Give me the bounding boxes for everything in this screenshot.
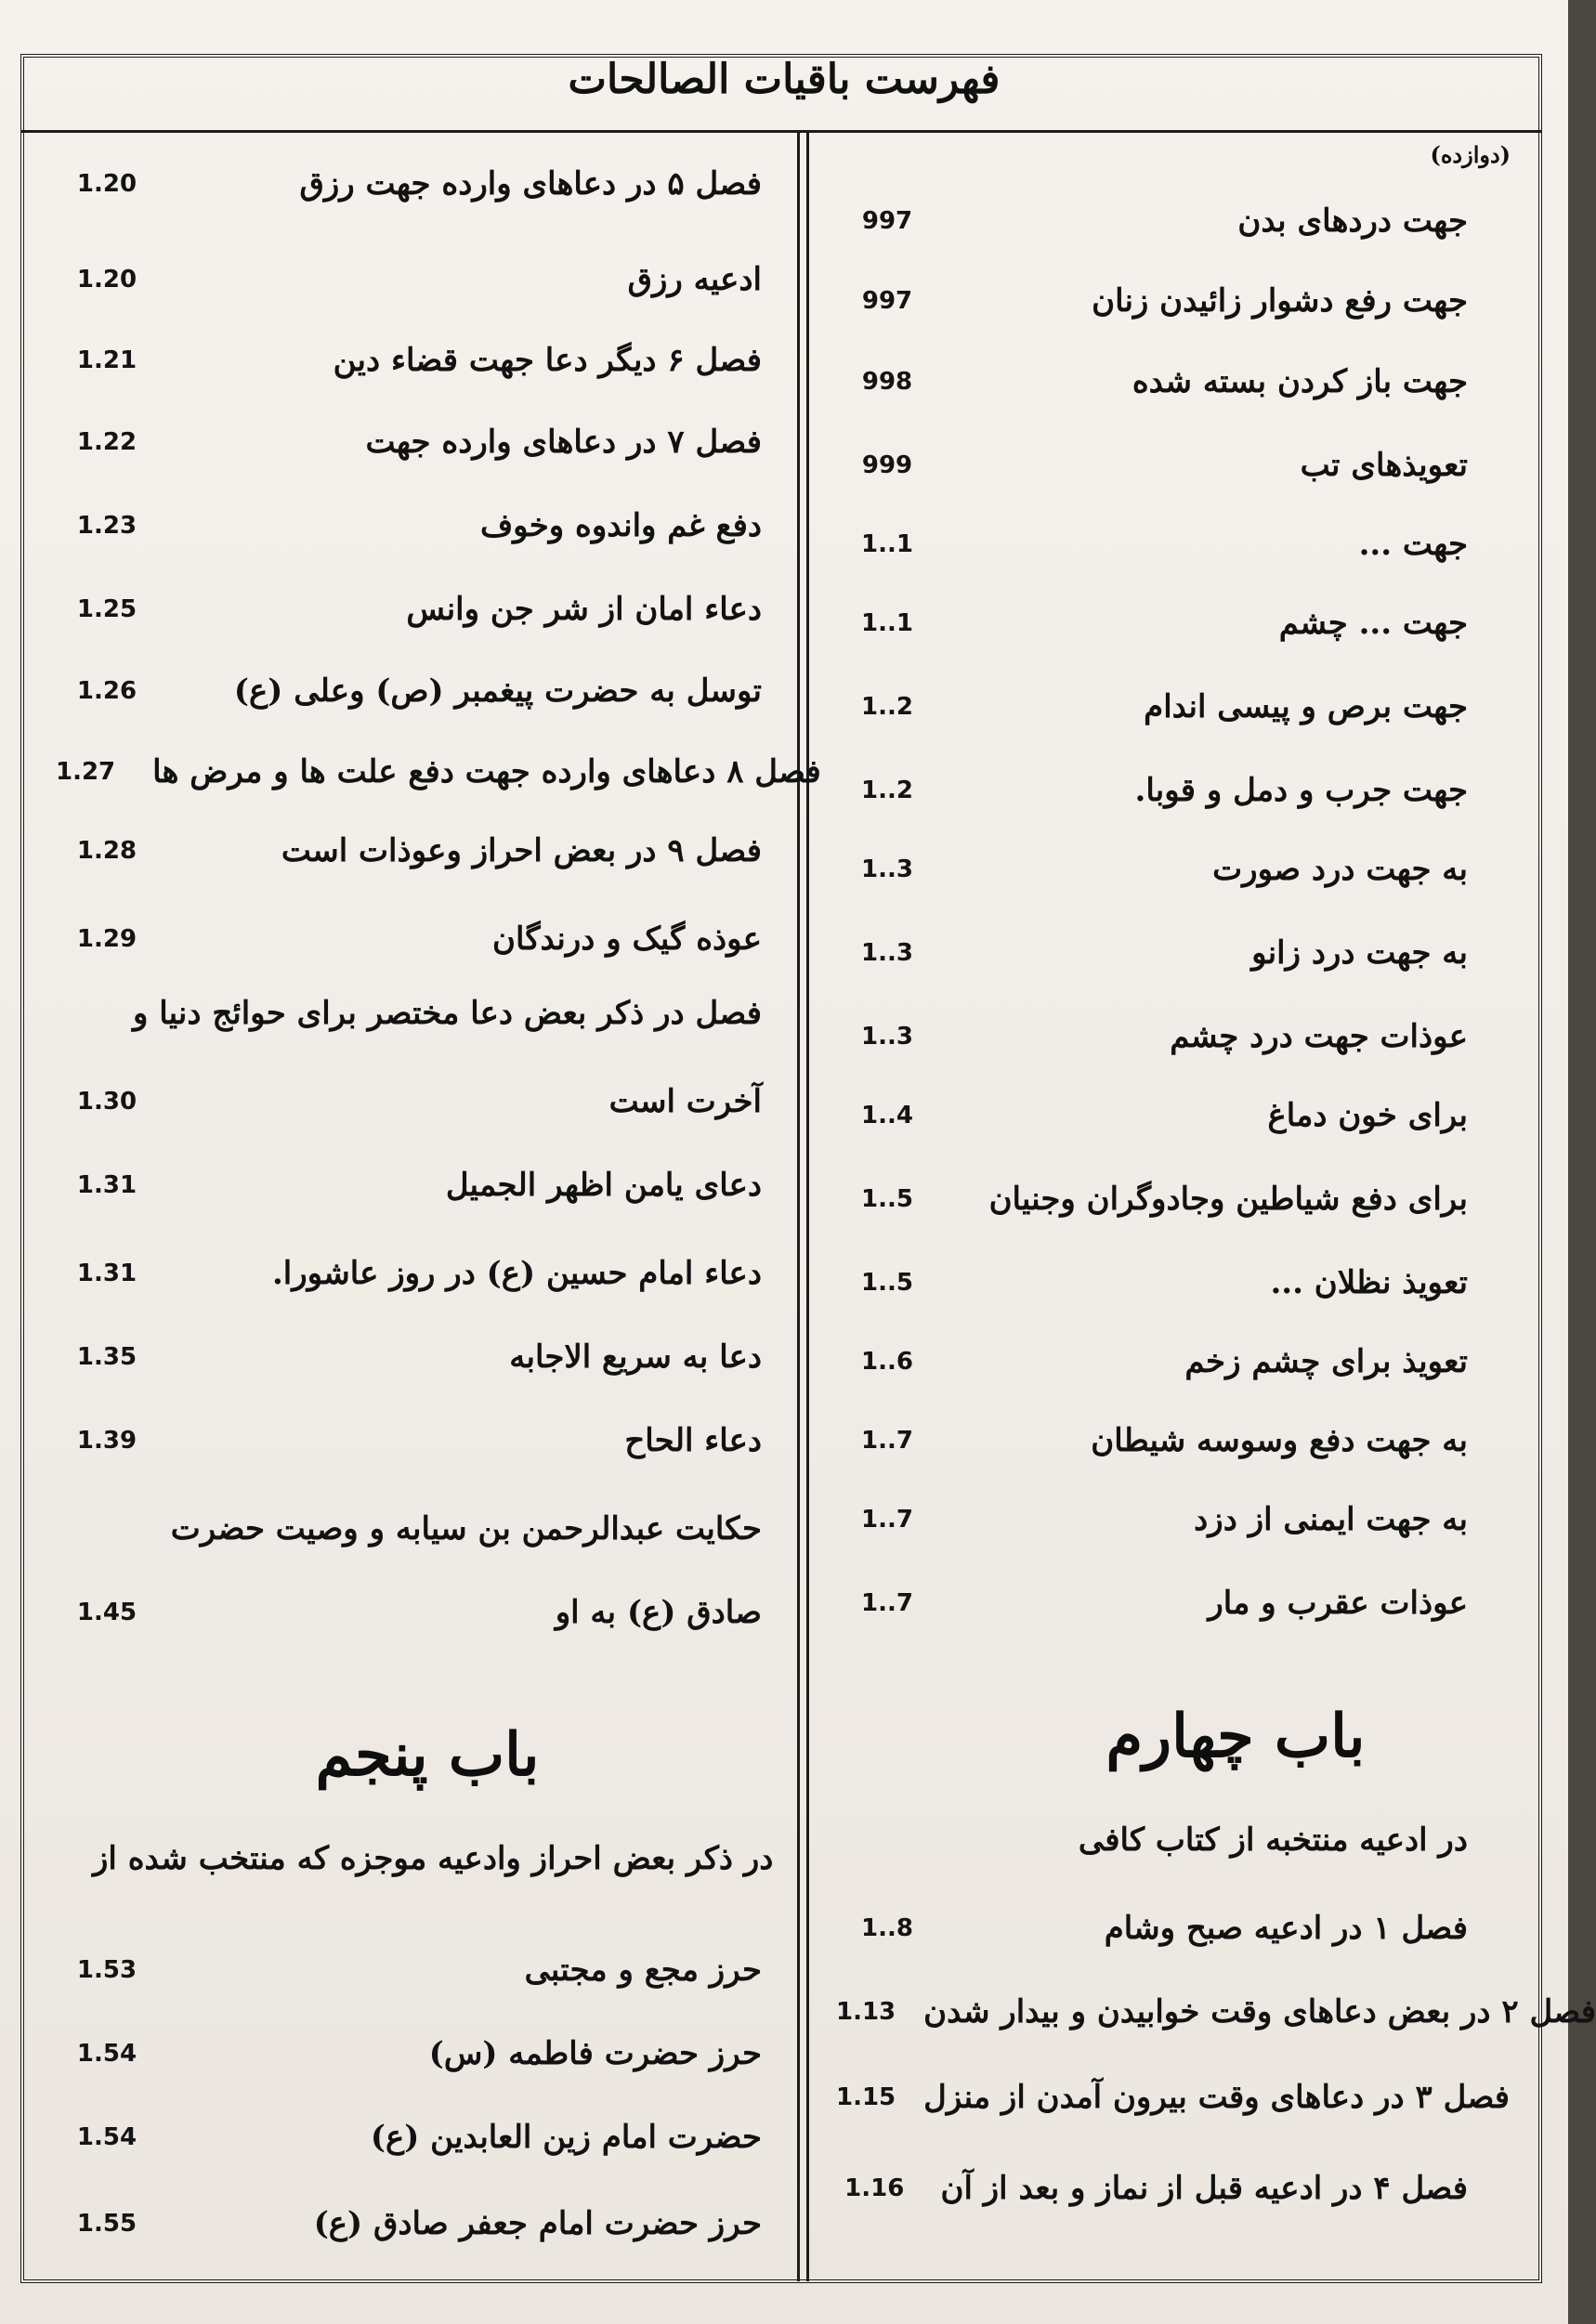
toc-entry [836,845,1468,894]
toc-entry [56,667,762,715]
toc-page-number: 1..8 [861,1914,913,1942]
column-divider [806,130,809,2281]
toc-entry [56,2200,762,2248]
toc-page-number: 1.28 [76,837,137,865]
toc-entry-text: فصل در ذکر بعض دعا مختصر برای حوائج دنیا و [133,995,762,1032]
toc-entry-text: جهت برص و پیسی اندام [1144,688,1468,725]
toc-entry-text: به جهت دفع وسوسه شیطان [1091,1422,1468,1459]
toc-entry [56,1505,762,1553]
toc-entry-text: فصل ۱ در ادعیه صبح وشام [1104,1910,1468,1947]
toc-entry-text: حکایت عبدالرحمن بن سیابه و وصیت حضرت [170,1510,762,1547]
toc-entry [836,1579,1468,1627]
toc-entry [56,160,762,208]
toc-entry-text: فصل ۹ در بعض احراز وعوذات است [281,832,762,869]
toc-entry-text: عوذات عقرب و مار [1208,1585,1468,1622]
toc-entry-text: فصل ۸ دعاهای وارده جهت دفع علت ها و مرض ها [152,753,821,790]
toc-page-number: 1..3 [861,1023,913,1051]
toc-entry [836,1495,1468,1544]
toc-entry [56,585,762,633]
toc-entry [836,1175,1468,1223]
toc-entry [56,418,762,466]
toc-page-number: 1.53 [76,1956,137,1984]
toc-entry [56,915,762,963]
toc-entry-text: حرز حضرت امام جعفر صادق (ع) [313,2205,762,2242]
toc-page-number: 1..4 [861,1102,913,1129]
toc-page-number: 1..7 [861,1589,913,1617]
toc-entry [836,197,1468,245]
toc-entry-text: در ادعیه منتخبه از کتاب کافی [1078,1821,1468,1859]
toc-entry [836,1417,1468,1465]
toc-entry [56,827,762,875]
toc-entry [836,441,1468,490]
toc-page-number: 1.23 [76,512,137,540]
toc-page-number: 1.25 [76,595,137,623]
toc-page-number: 1.54 [76,2123,137,2151]
toc-page-number: 1..1 [861,609,913,637]
toc-page-number: 1.27 [56,758,116,786]
toc-entry-text: فصل ۲ در بعض دعاهای وقت خوابیدن و بیدار شدن [923,1993,1596,2030]
toc-entry-text: به جهت درد زانو [1251,934,1468,972]
toc-entry [56,1588,762,1637]
toc-entry-text: دفع غم واندوه وخوف [479,507,762,544]
toc-page-number: 1..7 [861,1506,913,1534]
toc-page-number: 1.26 [76,677,137,705]
toc-page-number: 1.54 [76,2040,137,2068]
page-title: فهرست باقیات الصالحات [568,56,1001,103]
toc-entry-text: جهت ... [1358,526,1468,563]
toc-entry [56,1249,762,1298]
toc-page-number: 1.39 [76,1427,137,1455]
toc-entry [56,1077,762,1126]
title-divider [20,130,1542,133]
toc-entry-text: جهت ... چشم [1278,605,1468,642]
toc-page-number: 1.22 [76,428,137,456]
toc-entry [56,1161,762,1209]
toc-page-number: 997 [861,207,913,235]
section-heading: باب چهارم [1105,1702,1366,1771]
toc-entry [836,1259,1468,1307]
toc-entry [56,255,762,304]
toc-entry [836,277,1468,325]
toc-entry-text: جهت باز کردن بسته شده [1132,363,1468,400]
toc-entry [56,336,762,385]
toc-entry [56,2030,762,2078]
toc-entry [56,989,762,1038]
toc-page-number: 1.20 [76,266,137,294]
toc-entry-text: برای دفع شیاطین وجادوگران وجنیان [988,1181,1468,1218]
toc-page-number: 1..1 [861,530,913,558]
toc-entry-text: در ذکر بعض احراز وادعیه موجزه که منتخب شده از [93,1840,774,1877]
toc-entry-text: تعویذهای تب [1300,447,1468,484]
toc-entry [56,502,762,550]
toc-entry-text: فصل ۷ در دعاهای وارده جهت [365,424,762,461]
toc-entry-text: جهت جرب و دمل و قوبا. [1134,772,1468,809]
toc-entry-text: برای خون دماغ [1267,1097,1468,1134]
toc-entry-text: دعا به سریع الاجابه [509,1338,762,1376]
toc-entry [836,599,1468,647]
page-number-label: (دوازده) [1430,141,1511,168]
toc-page-number: 1.29 [76,925,137,953]
toc-entry [836,683,1468,731]
toc-entry [836,929,1468,977]
toc-entry [56,1946,762,1994]
toc-entry-text: فصل ۵ در دعاهای وارده جهت رزق [299,165,762,202]
toc-entry [836,1012,1468,1061]
toc-page-number: 1.55 [76,2210,137,2238]
toc-entry [836,1904,1468,1952]
toc-entry-text: تعویذ برای چشم زخم [1184,1343,1468,1380]
toc-entry [836,766,1468,815]
toc-page-number: 1.21 [76,346,137,374]
toc-entry-text: جهت دردهای بدن [1237,202,1468,240]
toc-entry-text: فصل ۴ در ادعیه قبل از نماز و بعد از آن [940,2170,1468,2207]
toc-entry [56,1333,762,1381]
toc-entry [836,1816,1468,1864]
toc-entry-text: به جهت ایمنی از دزد [1194,1501,1468,1538]
toc-entry-text: آخرت است [608,1083,762,1120]
toc-page-number: 999 [861,451,913,479]
toc-entry [836,1988,1596,2036]
toc-entry-text: حرز مجع و مجتبی [524,1952,762,1989]
toc-entry-text: صادق (ع) به او [555,1594,762,1631]
toc-page-number: 1..7 [861,1427,913,1455]
toc-page-number: 1.13 [836,1998,896,2026]
toc-entry [836,1338,1468,1386]
toc-page-number: 1..2 [861,693,913,721]
toc-entry [56,1417,762,1465]
toc-entry-text: دعای یامن اظهر الجمیل [445,1167,762,1204]
toc-page-number: 1..5 [861,1269,913,1297]
toc-entry-text: دعاء امان از شر جن وانس [406,591,762,628]
toc-page-number: 1.16 [844,2174,905,2202]
toc-entry [836,1091,1468,1140]
toc-entry [56,748,821,796]
toc-page-number: 998 [861,368,913,396]
toc-page-number: 1.31 [76,1171,137,1199]
toc-entry-text: عوذات جهت درد چشم [1170,1018,1468,1055]
toc-page-number: 1.15 [836,2083,896,2111]
toc-entry-text: ادعیه رزق [627,261,762,298]
toc-page-number: 1.35 [76,1343,137,1371]
toc-entry [836,520,1468,568]
toc-entry-text: حرز حضرت فاطمه (س) [428,2035,762,2072]
toc-entry-text: دعاء الحاح [624,1422,762,1459]
toc-entry-text: به جهت درد صورت [1212,851,1468,888]
toc-entry-text: دعاء امام حسین (ع) در روز عاشورا. [271,1255,762,1292]
toc-entry-text: توسل به حضرت پیغمبر (ص) وعلی (ع) [233,672,762,710]
toc-entry [56,2113,762,2161]
toc-page-number: 1.30 [76,1088,137,1116]
toc-entry-text: عوذه گیک و درندگان [492,920,762,958]
toc-entry [836,2073,1511,2122]
toc-entry-text: فصل ۶ دیگر دعا جهت قضاء دین [333,342,762,379]
toc-entry [56,1834,774,1883]
toc-page-number: 1..3 [861,939,913,967]
toc-page-number: 1..3 [861,855,913,883]
toc-page-number: 997 [861,287,913,315]
toc-page-number: 1..2 [861,777,913,804]
toc-entry [836,2164,1468,2213]
toc-page-number: 1..6 [861,1348,913,1376]
toc-page-number: 1.20 [76,170,137,198]
toc-entry-text: جهت رفع دشوار زائیدن زنان [1092,282,1468,320]
toc-page-number: 1.45 [76,1599,137,1626]
toc-entry-text: حضرت امام زین العابدین (ع) [370,2119,762,2156]
column-divider [797,130,800,2281]
toc-page-number: 1..5 [861,1185,913,1213]
toc-entry-text: تعویذ نظلان ... [1270,1264,1468,1301]
section-heading: باب پنجم [315,1720,540,1790]
toc-page-number: 1.31 [76,1260,137,1287]
toc-entry-text: فصل ۳ در دعاهای وقت بیرون آمدن از منزل [923,2079,1511,2116]
toc-entry [836,358,1468,406]
